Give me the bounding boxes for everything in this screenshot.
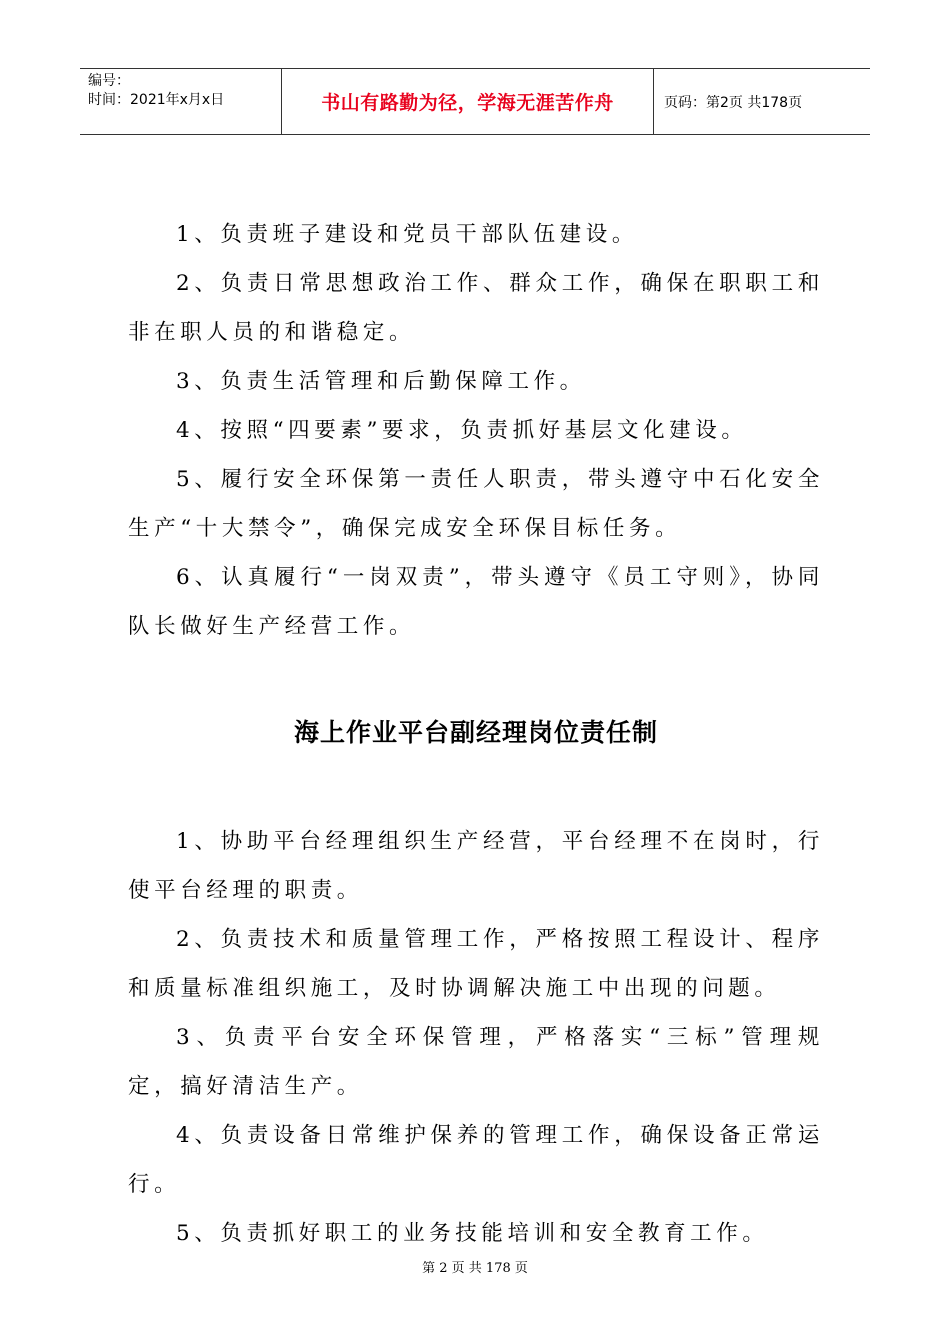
document-number-label: 编号： [88, 73, 130, 89]
header-page-code: 页码：第2页 共178页 [664, 94, 803, 111]
duty-paragraph: 6、认真履行“一岗双责”，带头遵守《员工守则》，协同队长做好生产经营工作。 [128, 565, 824, 639]
duty-paragraph: 2、负责技术和质量管理工作，严格按照工程设计、程序和质量标准组织施工，及时协调解决施工中出现的问题。 [128, 927, 824, 1001]
page-header [80, 68, 870, 135]
duty-paragraph: 3、负责生活管理和后勤保障工作。 [176, 369, 586, 394]
section-deputy-manager-duties [128, 817, 824, 1258]
section-party-secretary-duties [128, 210, 824, 651]
duty-paragraph: 3、负责平台安全环保管理，严格落实“三标”管理规定，搞好清洁生产。 [128, 1025, 824, 1099]
page-footer: 第 2 页 共 178 页 [422, 1261, 528, 1276]
duty-paragraph: 5、负责抓好职工的业务技能培训和安全教育工作。 [176, 1221, 769, 1246]
duty-paragraph: 4、负责设备日常维护保养的管理工作，确保设备正常运行。 [128, 1123, 824, 1197]
duty-paragraph: 4、按照“四要素”要求，负责抓好基层文化建设。 [176, 418, 748, 443]
section-title: 海上作业平台副经理岗位责任制 [293, 718, 658, 747]
document-body [128, 210, 824, 1258]
document-time-label: 时间：2021年x月x日 [88, 92, 225, 108]
header-motto: 书山有路勤为径，学海无涯苦作舟 [282, 69, 654, 134]
duty-paragraph: 5、履行安全环保第一责任人职责，带头遵守中石化安全生产“十大禁令”，确保完成安全环保目标任务。 [128, 467, 824, 541]
duty-paragraph: 1、负责班子建设和党员干部队伍建设。 [176, 222, 638, 247]
header-meta [80, 69, 282, 134]
duty-paragraph: 1、协助平台经理组织生产经营，平台经理不在岗时，行使平台经理的职责。 [128, 829, 824, 903]
duty-paragraph: 2、负责日常思想政治工作、群众工作，确保在职职工和非在职人员的和谐稳定。 [128, 271, 824, 345]
